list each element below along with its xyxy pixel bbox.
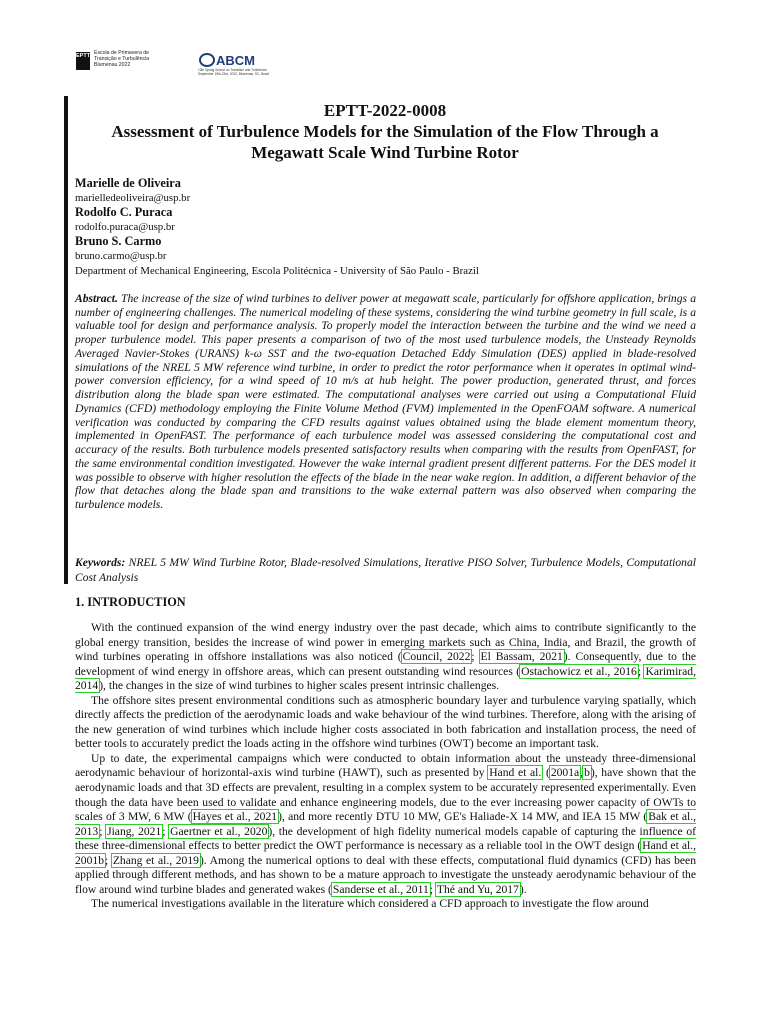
citation-link[interactable]: b	[584, 766, 590, 780]
citation-link[interactable]: Hayes et al., 2021	[192, 810, 278, 824]
paper-id: EPTT-2022-0008	[323, 101, 447, 120]
eptt-logo-line: Blumenau 2022	[94, 62, 131, 68]
citation-link[interactable]: Hand et al., 2001b	[75, 839, 696, 867]
body-paragraph	[75, 621, 696, 694]
authors-block	[75, 176, 695, 278]
author-name: Marielle de Oliveira	[75, 176, 181, 190]
body-text-run: ), the changes in the size of wind turbines to higher scales present intrinsic challenges.	[99, 679, 500, 693]
body-text-run: ,	[580, 766, 584, 780]
citation-link[interactable]: Jiang, 2021	[107, 824, 162, 838]
body-text-run: With the continued expansion of the wind energy industry over the past decade, which aims to contribute significantly to the global energy transition, besides the increase of wind power in emerging markets such as China, India, and Brazil, the growth of wind turbines operating in offshore installations was also noticed (	[75, 621, 696, 664]
body-text-run: ), the development of high fidelity numerical models capable of capturing the influence of these three-dimensional effects to better predict the OWT performance is necessary as a reliable tool in the OWT design (	[75, 824, 696, 853]
citation-link[interactable]: Gaertner et al., 2020	[170, 824, 268, 838]
abcm-sub-line: September 19th-23rd, 2022, Blumenau, SC, Brazil	[198, 71, 270, 76]
body-text-run: The offshore sites present environmental conditions such as atmospheric boundary layer and turbulence varying spatially, which directly affects the prediction of the aerodynamic loads and wake behaviour of the wind turbines. Therefore, along with the arising of the new generation of wind turbines which include higher costs associated in both fabrication and installation process, the need of better tools to accurately predict the loads acting in the offshore wind turbines (OWT) become an important task.	[75, 693, 696, 751]
abcm-sub-line: 13th Spring School on Transition and Turbulence	[198, 68, 267, 72]
abcm-logo-text: ABCM	[216, 53, 255, 68]
affiliation: Department of Mechanical Engineering, Escola Politécnica - University of São Paulo - Brazil	[75, 264, 479, 277]
body-text-run: ), and more recently DTU 10 MW, GE's Haliade-X 14 MW, and IEA 15 MW (	[278, 810, 648, 824]
keywords-text: NREL 5 MW Wind Turbine Rotor, Blade-resolved Simulations, Iterative PISO Solver, Turbulence Models, Computational Cost Analysis	[75, 556, 696, 584]
eptt-logo	[76, 52, 90, 70]
abstract	[75, 292, 696, 512]
abstract-label: Abstract.	[75, 292, 118, 305]
paper-title: Assessment of Turbulence Models for the Simulation of the Flow Through a Megawatt Scale Wind Turbine Rotor	[111, 122, 659, 162]
eptt-logo-line: Escola de Primavera de	[94, 50, 150, 56]
body-paragraph	[75, 694, 696, 752]
section-body	[75, 621, 696, 912]
keywords	[75, 556, 696, 585]
citation-link[interactable]: Karimirad, 2014	[75, 664, 696, 693]
body-text-run: ), have shown that the aerodynamic loads and that 3D effects are prevalent, resulting in a complex system to be accurately represented experimentally. Even though the data have been used to validate and enhance engineering models, due to the ever increasing power capacity of OWTs to scales of 3 MW, 6 MW (	[75, 766, 696, 824]
body-text-run: ;	[429, 882, 436, 896]
body-text-run: Up to date, the experimental campaigns which were conducted to obtain information about the unsteady three-dimensional aerodynamic behaviour of horizontal-axis wind turbine (HAWT), such as presented by	[75, 751, 696, 780]
eptt-logo-line: Transição e Turbulência	[94, 56, 150, 62]
section-heading: 1. INTRODUCTION	[75, 595, 186, 609]
abcm-logo-subtitle	[198, 69, 269, 76]
body-text-run: ;	[104, 853, 112, 867]
body-text-run: (	[542, 766, 550, 780]
citation-link[interactable]: El Bassam, 2021	[480, 650, 563, 664]
abstract-text: The increase of the size of wind turbines to deliver power at megawatt scale, particularly for offshore application, brings a number of engineering challenges. The numerical modeling of these systems, considering the wind turbine geometry in full scale, is a valuable tool for design and performance analysis. To properly model the interaction between the turbine and the wind we need a proper turbulence model. This paper presents a comparison of two of the most used turbulence models, the Unsteady Reynolds Averaged Navier-Stokes (URANS) k-ω SST and the two-equation Detached Eddy Simulation (DES) applied in blade-resolved simulations of the NREL 5 MW reference wind turbine, in order to predict the rotor performance when it operates in optimal wind-power conversion efficiency, for a wind speed of 10 m/s at hub height. The power production, generated thrust, and forces distribution along the blade span were estimated. The computational analyses were carried out using a Computational Fluid Dynamics (CFD) methodology employing the Finite Volume Method (FVM) implemented in the OpenFOAM software. A numerical verification was conducted by comparing the CFD results against values obtained using the blade element momentum theory, implemented in OpenFAST. The performance of each turbulence model was assessed considering the computational cost and accuracy of the results. Both turbulence models presented satisfactory results when comparing with the results from OpenFAST, for the same environmental condition investigated. However the wake internal gradient present different patterns. For the DES model it was possible to observe with higher resolution the effects of the blade in the near wake region. In addition, a different behavior of the flow that detaches along the blade span and transitions to the wake external pattern was also observed when comparing the turbulence models.	[75, 292, 696, 512]
paper-title-block	[74, 100, 696, 163]
author-name: Rodolfo C. Puraca	[75, 205, 173, 220]
body-text-run: ;	[162, 824, 170, 838]
body-text-run: ;	[637, 664, 645, 678]
body-text-run: ;	[99, 824, 107, 838]
body-text-run: ;	[471, 650, 480, 664]
body-text-run: The numerical investigations available in the literature which considered a CFD approach to investigate the flow around	[91, 897, 649, 911]
citation-link[interactable]: Council, 2022	[402, 650, 471, 664]
body-text-run: ).	[519, 882, 527, 896]
author-email[interactable]: marielledeoliveira@usp.br	[75, 191, 191, 204]
body-text-run: ). Consequently, due to the development of wind energy in offshore areas, which can present outstanding wind resources (	[75, 650, 697, 678]
header-logos	[76, 50, 276, 80]
eptt-logo-text	[94, 50, 149, 68]
citation-link[interactable]: Sanderse et al., 2011	[332, 882, 429, 896]
title-margin-bar	[64, 96, 68, 584]
citation-link[interactable]: Zhang et al., 2019	[112, 853, 199, 867]
eptt-logo-label: EPTT	[76, 53, 91, 59]
author-email[interactable]: rodolfo.puraca@usp.br	[75, 220, 175, 233]
author-name: Bruno S. Carmo	[75, 234, 162, 249]
author-email[interactable]: bruno.carmo@usp.br	[75, 249, 167, 262]
body-text-run: ). Among the numerical options to deal with these effects, computational fluid dynamics (CFD) has been applied through different methods, and has shown to be a mature approach to investigate the unsteady aerodynamic behaviour of the flow around wind turbine blades and generated wakes (	[75, 853, 696, 896]
citation-link[interactable]: Bak et al., 2013	[75, 810, 697, 838]
keywords-label: Keywords:	[75, 556, 126, 569]
citation-link[interactable]: Thé and Yu, 2017	[436, 882, 519, 896]
body-paragraph	[75, 897, 696, 912]
citation-link[interactable]: Ostachowicz et al., 2016	[521, 664, 637, 678]
body-paragraph	[75, 752, 696, 897]
citation-link[interactable]: 2001a	[550, 766, 580, 780]
citation-link[interactable]: Hand et al.	[489, 766, 542, 780]
